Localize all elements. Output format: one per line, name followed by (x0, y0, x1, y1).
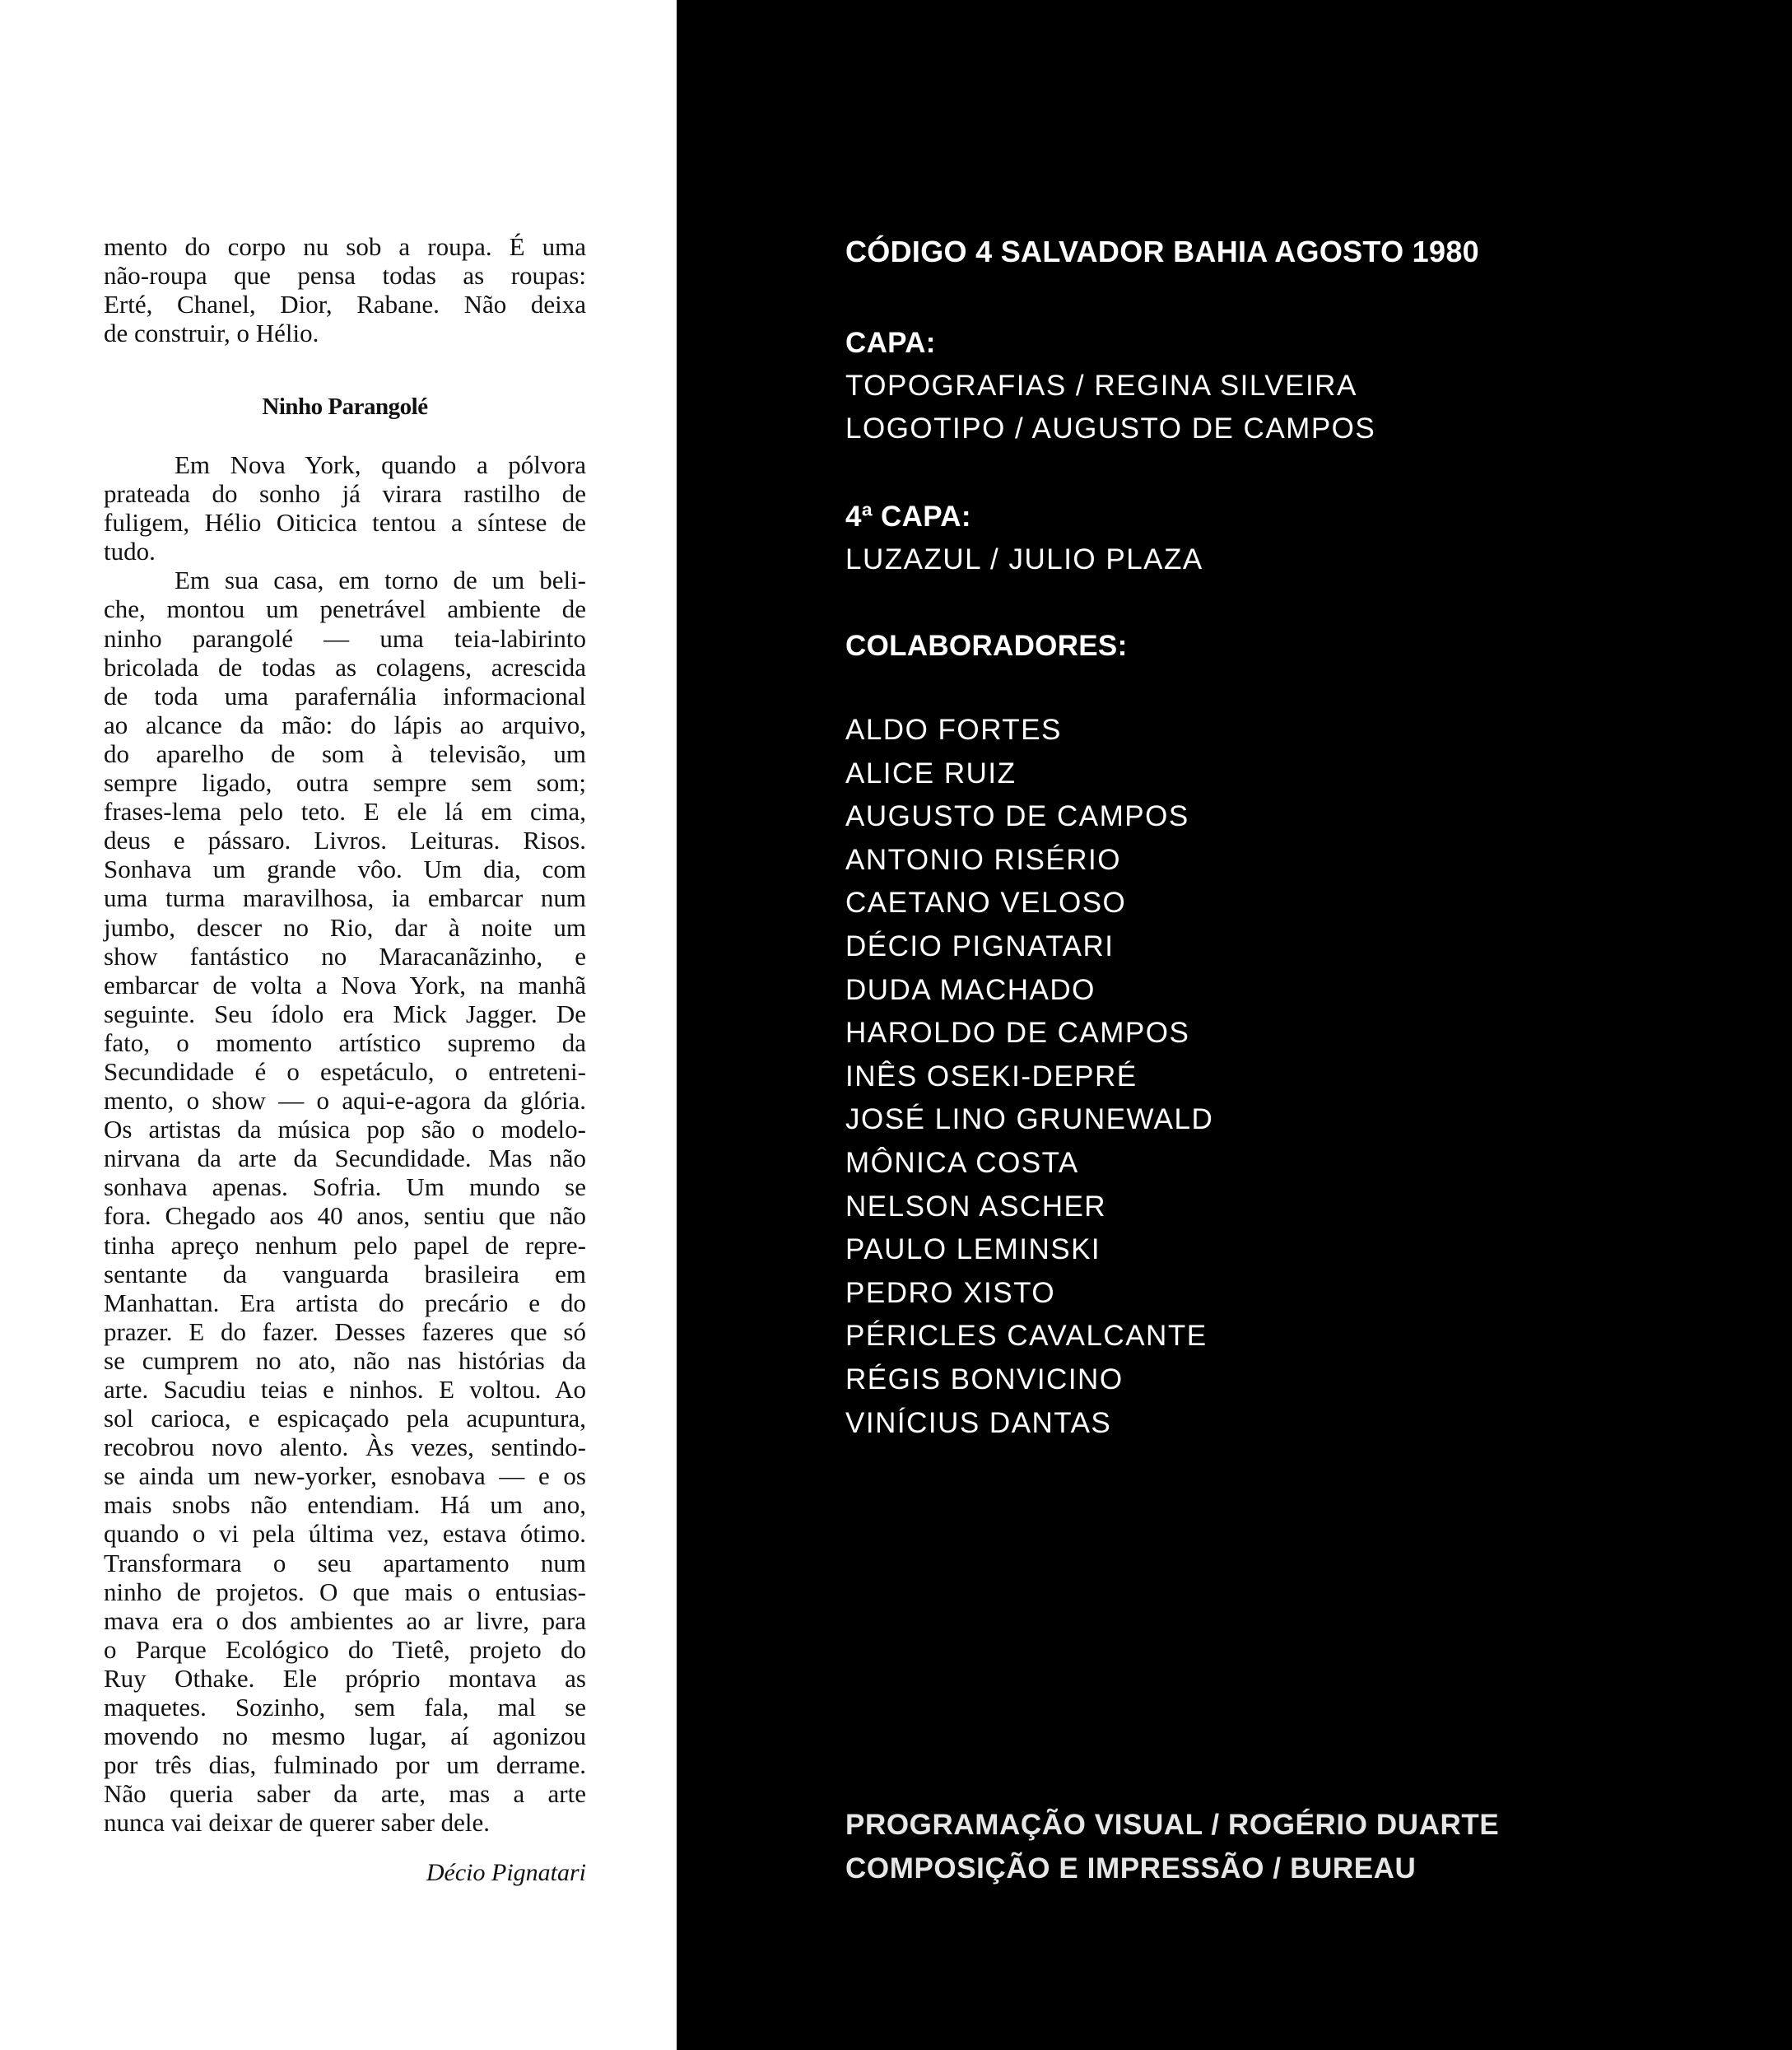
text-line: fuligem, Hélio Oiticica tentou a síntese de (104, 508, 586, 538)
colaborador-name: DUDA MACHADO (845, 973, 1096, 1006)
text-line: mava era o dos ambientes ao ar livre, para (104, 1605, 586, 1635)
colaborador-name: DÉCIO PIGNATARI (845, 930, 1115, 962)
text-line: de toda uma parafernália informacional (104, 681, 586, 711)
text-line: ninho parangolé — uma teia-labirinto (104, 623, 586, 653)
text-line: ao alcance da mão: do lápis ao arquivo, (104, 710, 586, 739)
text-line: tinha apreço nenhum pelo papel de repre- (104, 1230, 586, 1260)
colaboradores-label: COLABORADORES: (845, 630, 1128, 662)
text-line: bricolada de todas as colagens, acrescida (104, 652, 586, 682)
quarta-capa-credit: LUZAZUL / JULIO PLAZA (845, 543, 1203, 575)
section-heading: Ninho Parangolé (262, 394, 428, 420)
text-line: Ruy Othake. Ele próprio montava as (104, 1663, 586, 1693)
colaborador-name: JOSÉ LINO GRUNEWALD (845, 1103, 1214, 1136)
text-line: se ainda um new-yorker, esnobava — e os (104, 1461, 586, 1491)
body-text (104, 450, 586, 1838)
text-line: Não queria saber da arte, mas a arte (104, 1779, 586, 1809)
colaborador-name: ALDO FORTES (845, 714, 1062, 746)
text-line: sempre ligado, outra sempre sem som; (104, 768, 586, 798)
author-signature: Décio Pignatari (426, 1859, 586, 1886)
capa-label: CAPA: (845, 327, 936, 359)
text-line: Transformara o seu apartamento num (104, 1548, 586, 1577)
text-line: che, montou um penetrável ambiente de (104, 594, 586, 624)
text-line: Manhattan. Era artista do precário e do (104, 1288, 586, 1317)
text-line: tudo. (104, 537, 156, 566)
text-line: de construir, o Hélio. (104, 319, 319, 348)
text-line: Sonhava um grande vôo. Um dia, com (104, 855, 586, 884)
text-line: mento, o show — o aqui-e-agora da glória. (104, 1086, 586, 1116)
text-line: prateada do sonho já virara rastilho de (104, 479, 586, 509)
colaborador-name: HAROLDO DE CAMPOS (845, 1017, 1190, 1050)
text-line: o Parque Ecológico do Tietê, projeto do (104, 1634, 586, 1664)
text-line: deus e pássaro. Livros. Leituras. Risos. (104, 826, 586, 855)
capa-credit: TOPOGRAFIAS / REGINA SILVEIRA (845, 370, 1357, 402)
colaborador-name: RÉGIS BONVICINO (845, 1363, 1124, 1395)
colaborador-name: NELSON ASCHER (845, 1190, 1107, 1223)
text-line: recobrou novo alento. Às vezes, sentindo- (104, 1433, 586, 1462)
text-line: seguinte. Seu ídolo era Mick Jagger. De (104, 999, 586, 1028)
colaborador-name: INÊS OSEKI-DEPRÉ (845, 1060, 1138, 1093)
footer-credit-visual: PROGRAMAÇÃO VISUAL / ROGÉRIO DUARTE (845, 1809, 1500, 1841)
colaborador-name: ANTONIO RISÉRIO (845, 843, 1121, 876)
text-line: arte. Sacudiu teias e ninhos. E voltou. Ao (104, 1375, 586, 1404)
text-line: fora. Chegado aos 40 anos, sentiu que não (104, 1201, 586, 1231)
text-line: Erté, Chanel, Dior, Rabane. Não deixa (104, 290, 586, 319)
left-page (0, 0, 677, 2050)
text-line: Em Nova York, quando a pólvora (175, 450, 586, 479)
text-line: sentante da vanguarda brasileira em (104, 1259, 586, 1288)
text-line: fato, o momento artístico supremo da (104, 1027, 586, 1057)
colaborador-name: VINÍCIUS DANTAS (845, 1406, 1112, 1439)
footer-credit-printing: COMPOSIÇÃO E IMPRESSÃO / BUREAU (845, 1852, 1417, 1885)
colaborador-name: PEDRO XISTO (845, 1276, 1056, 1309)
capa-credit: LOGOTIPO / AUGUSTO DE CAMPOS (845, 412, 1376, 445)
text-line: mais snobs não entendiam. Há um ano, (104, 1490, 586, 1520)
colaborador-name: CAETANO VELOSO (845, 887, 1127, 920)
intro-paragraph (104, 232, 586, 347)
text-line: nunca vai deixar de querer saber dele. (104, 1808, 491, 1838)
text-line: do aparelho de som à televisão, um (104, 738, 586, 768)
publication-title: CÓDIGO 4 SALVADOR BAHIA AGOSTO 1980 (845, 235, 1479, 268)
text-line: Secundidade é o espetáculo, o entreteni- (104, 1056, 586, 1086)
text-line: sol carioca, e espicaçado pela acupuntura, (104, 1404, 586, 1433)
text-line: não-roupa que pensa todas as roupas: (104, 261, 586, 291)
text-line: por três dias, fulminado por um derrame. (104, 1750, 586, 1780)
text-line: embarcar de volta a Nova York, na manhã (104, 970, 586, 999)
text-line: frases-lema pelo teto. E ele lá em cima, (104, 797, 586, 827)
text-line: sonhava apenas. Sofria. Um mundo se (104, 1172, 586, 1202)
text-line: show fantástico no Maracanãzinho, e (104, 941, 586, 971)
text-line: Em sua casa, em torno de um beli- (175, 566, 586, 595)
colaborador-name: PÉRICLES CAVALCANTE (845, 1320, 1208, 1353)
text-line: Os artistas da música pop são o modelo- (104, 1115, 586, 1144)
colaborador-name: MÔNICA COSTA (845, 1147, 1079, 1179)
text-line: movendo no mesmo lugar, aí agonizou (104, 1722, 586, 1751)
text-line: uma turma maravilhosa, ia embarcar num (104, 883, 586, 913)
text-line: mento do corpo nu sob a roupa. É uma (104, 232, 586, 261)
text-line: nirvana da arte da Secundidade. Mas não (104, 1144, 586, 1173)
text-line: se cumprem no ato, não nas histórias da (104, 1345, 586, 1375)
right-page (677, 0, 1792, 2050)
text-line: maquetes. Sozinho, sem fala, mal se (104, 1693, 586, 1722)
text-line: jumbo, descer no Rio, dar à noite um (104, 912, 586, 942)
colaborador-name: ALICE RUIZ (845, 757, 1017, 790)
text-line: prazer. E do fazer. Desses fazeres que só (104, 1316, 586, 1346)
quarta-capa-label: 4ª CAPA: (845, 501, 971, 533)
text-line: ninho de projetos. O que mais o entusias- (104, 1577, 586, 1606)
text-line: quando o vi pela última vez, estava ótimo. (104, 1519, 586, 1549)
colaborador-name: PAULO LEMINSKI (845, 1233, 1101, 1266)
colaborador-name: AUGUSTO DE CAMPOS (845, 800, 1189, 833)
